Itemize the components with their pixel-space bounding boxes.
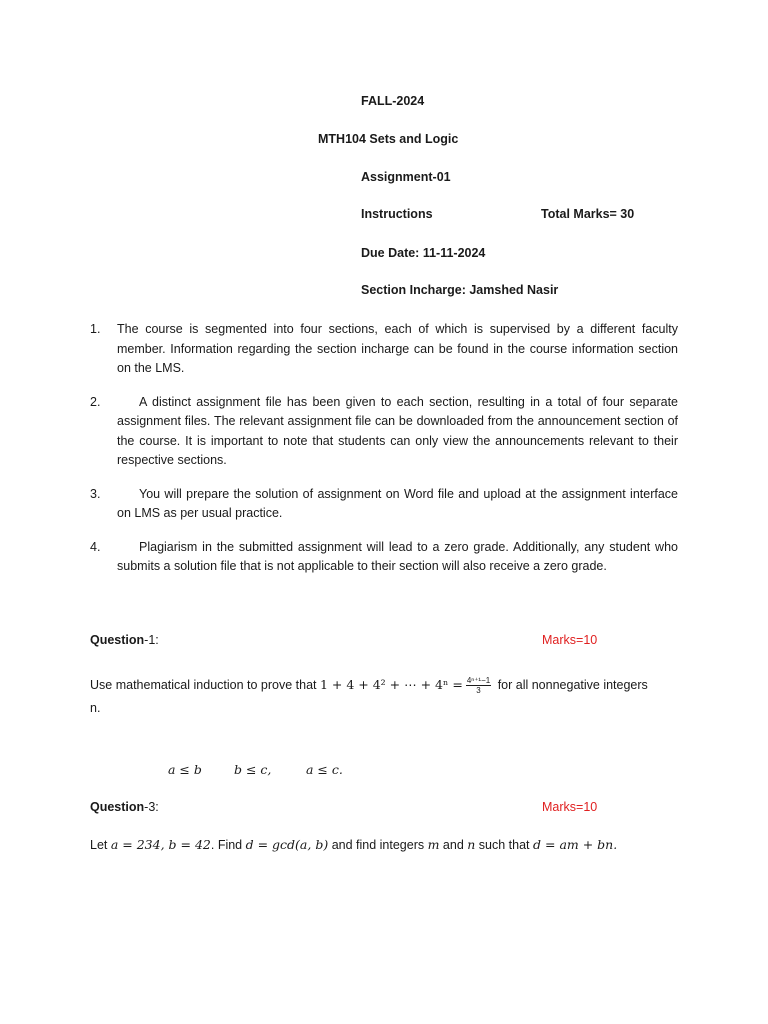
instruction-number: 2. bbox=[90, 394, 101, 409]
question-number: -3: bbox=[144, 800, 159, 814]
question-1-text bbox=[90, 674, 648, 696]
inequality-2: b ≤ c, bbox=[234, 762, 272, 777]
question-number: -1: bbox=[144, 633, 159, 647]
question-1-intro: Use mathematical induction to prove that bbox=[90, 678, 320, 692]
given-values: a = 234, b = 42 bbox=[110, 837, 211, 852]
course-title: MTH104 Sets and Logic bbox=[318, 132, 459, 146]
assignment-title: Assignment-01 bbox=[361, 170, 451, 184]
text-and: and bbox=[439, 838, 468, 852]
gcd-definition: d = gcd(a, b) bbox=[245, 837, 329, 852]
inequality-3: a ≤ c. bbox=[306, 762, 343, 777]
instruction-number: 1. bbox=[90, 322, 101, 336]
var-n: n bbox=[467, 837, 476, 852]
text-integers: and find integers bbox=[328, 838, 428, 852]
question-1-line2: n. bbox=[90, 701, 101, 715]
bezout-equation: d = am + bn. bbox=[533, 837, 618, 852]
question-3-marks: Marks=10 bbox=[542, 800, 598, 814]
instruction-item bbox=[90, 538, 678, 577]
var-m: m bbox=[427, 837, 440, 852]
instruction-text: Plagiarism in the submitted assignment will lead to a zero grade. Additionally, any student who submits a solution file that is not applicable to their section will also receive a zero grade. bbox=[117, 539, 678, 573]
instructions-heading: Instructions bbox=[361, 207, 433, 221]
instruction-text: A distinct assignment file has been given to each section, resulting in a total of four separate assignment files. The relevant assignment file can be downloaded from the announcement section of the course. It is important to note that students can only view the announcements relevant to their respective sections. bbox=[117, 394, 678, 467]
total-marks: Total Marks= 30 bbox=[541, 207, 635, 221]
instructions-list bbox=[90, 320, 678, 577]
question-1-tail: for all nonnegative integers bbox=[494, 678, 648, 692]
instruction-item bbox=[90, 393, 678, 471]
text-find: . Find bbox=[210, 838, 246, 852]
text-such-that: such that bbox=[475, 838, 534, 852]
question-word: Question bbox=[90, 800, 145, 814]
instruction-text: You will prepare the solution of assignment on Word file and upload at the assignment interface on LMS as per usual practice. bbox=[117, 486, 678, 520]
induction-formula: 1 + 4 + 4² + ⋯ + 4ⁿ = bbox=[319, 677, 463, 692]
question-3-label bbox=[90, 800, 159, 814]
fraction bbox=[466, 676, 491, 695]
instruction-text: The course is segmented into four sections, each of which is supervised by a different faculty member. Information regarding the section incharge can be found in the course information section on the LMS. bbox=[117, 322, 678, 375]
instruction-item bbox=[90, 485, 678, 524]
instruction-item bbox=[90, 320, 678, 379]
inequality-1: a ≤ b bbox=[168, 762, 202, 777]
instruction-number: 4. bbox=[90, 539, 101, 554]
instruction-number: 3. bbox=[90, 486, 101, 501]
fraction-denominator: 3 bbox=[476, 686, 481, 696]
due-date: Due Date: 11-11-2024 bbox=[361, 246, 486, 260]
fraction-numerator: 4ⁿ⁺¹−1 bbox=[466, 676, 491, 686]
question-1-marks: Marks=10 bbox=[542, 633, 598, 647]
question-1-label bbox=[90, 633, 159, 647]
term-label: FALL-2024 bbox=[361, 94, 425, 108]
question-word: Question bbox=[90, 633, 145, 647]
section-incharge: Section Incharge: Jamshed Nasir bbox=[361, 283, 559, 297]
question-3-text bbox=[90, 834, 617, 856]
text-let: Let bbox=[90, 838, 111, 852]
